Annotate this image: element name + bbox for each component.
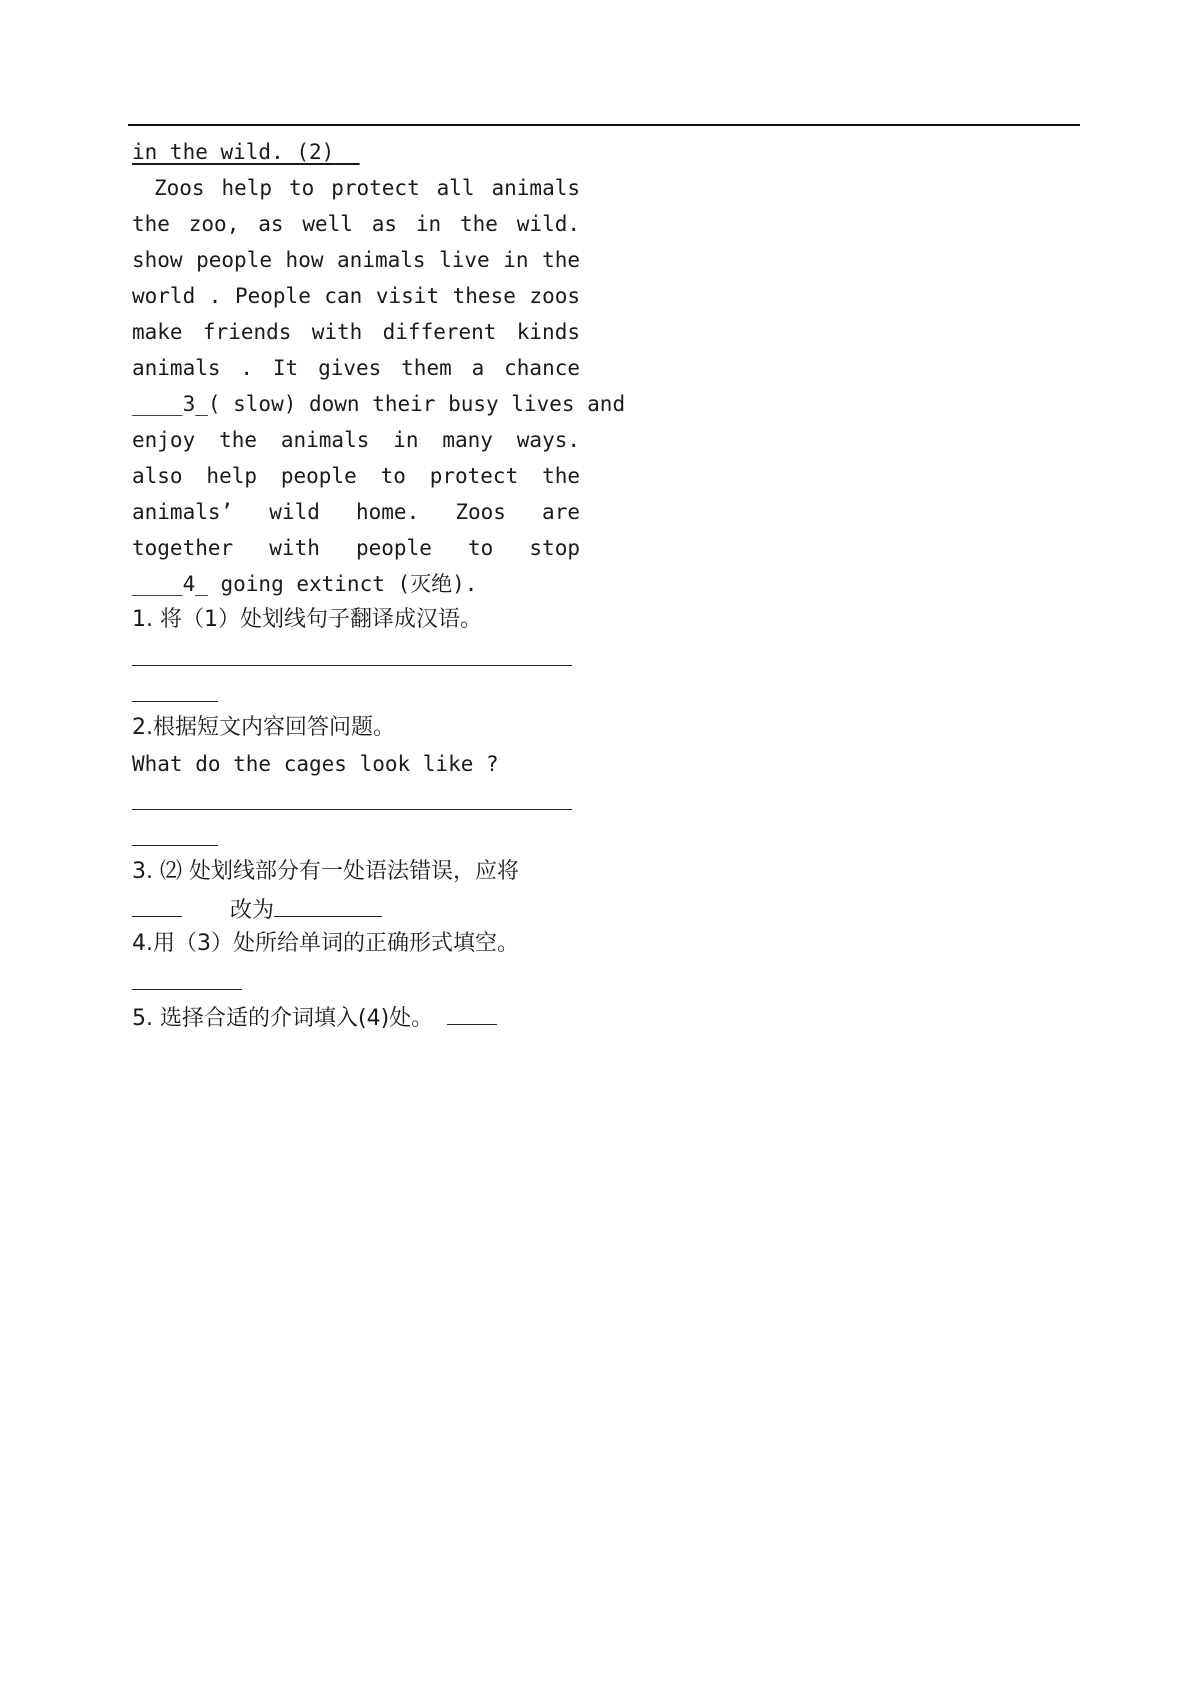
- question-5-text: 5. 选择合适的介词填入(4)处。: [132, 1006, 434, 1031]
- blank-3[interactable]: ____3_: [132, 392, 208, 416]
- passage-line-text: going extinct (灭绝).: [207, 572, 478, 596]
- passage-column: [132, 134, 626, 1034]
- passage-line: Zoos help to protect all animals: [154, 176, 580, 200]
- answer-line-4[interactable]: [132, 962, 580, 998]
- passage-line: show people how animals live in the: [132, 248, 580, 272]
- blank-5[interactable]: [447, 998, 497, 1025]
- answer-line-2b[interactable]: [132, 818, 580, 854]
- passage-line: world . People can visit these zoos: [132, 284, 580, 308]
- passage-line: enjoy the animals in many ways.: [132, 428, 580, 452]
- question-4: 4.用（3）处所给单词的正确形式填空。: [132, 931, 519, 956]
- passage-line: animals . It gives them a chance: [132, 356, 580, 380]
- passage-line-text: ( slow) down their busy lives and: [207, 392, 626, 416]
- answer-line-1b[interactable]: [132, 674, 580, 710]
- header-rule: [128, 124, 1080, 126]
- passage-line-blank-3: [132, 386, 626, 422]
- passage-line: animals’ wild home. Zoos are: [132, 500, 580, 524]
- question-2-text: What do the cages look like ?: [132, 752, 499, 776]
- underlined-sentence-2: in the wild. (2): [132, 140, 335, 164]
- passage-line: also help people to protect the: [132, 464, 580, 488]
- passage-line: the zoo, as well as in the wild.: [132, 212, 580, 236]
- question-1: 1. 将（1）处划线句子翻译成汉语。: [132, 607, 482, 632]
- blank-3-error[interactable]: [132, 890, 182, 917]
- question-3-change-to: 改为: [230, 898, 275, 923]
- passage-line-continued: [132, 134, 580, 170]
- blank-4[interactable]: ____4_: [132, 572, 208, 596]
- answer-line-2a[interactable]: [132, 782, 580, 818]
- question-2-title: 2.根据短文内容回答问题。: [132, 715, 395, 740]
- passage-line-blank-4: [132, 566, 580, 602]
- answer-line-1a[interactable]: [132, 638, 580, 674]
- question-3: 3. ⑵ 处划线部分有一处语法错误，应将: [132, 859, 519, 884]
- blank-3-correction[interactable]: [274, 890, 382, 917]
- question-3-blanks: [132, 890, 580, 926]
- passage-line: together with people to stop: [132, 536, 580, 560]
- question-5: [132, 998, 580, 1034]
- passage-line: make friends with different kinds: [132, 320, 580, 344]
